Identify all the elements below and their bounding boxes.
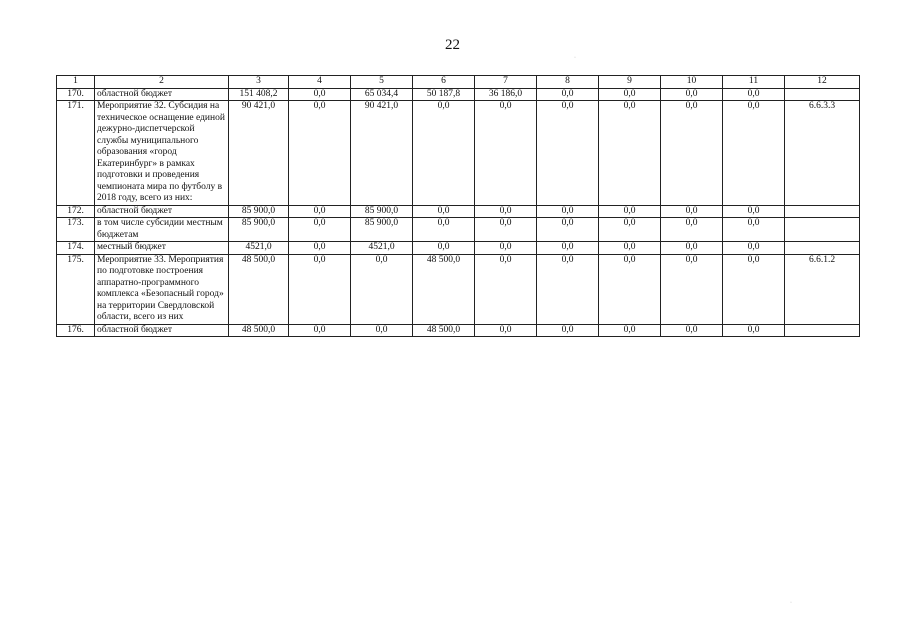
row-number-cell: 173. bbox=[57, 218, 95, 242]
value-cell: 0,0 bbox=[413, 101, 475, 206]
value-cell: 0,0 bbox=[413, 242, 475, 255]
value-cell: 0,0 bbox=[661, 254, 723, 324]
value-cell: 0,0 bbox=[661, 205, 723, 218]
value-cell: 0,0 bbox=[289, 324, 351, 337]
value-cell: 0,0 bbox=[537, 324, 599, 337]
value-cell: 0,0 bbox=[723, 88, 785, 101]
value-cell: 0,0 bbox=[599, 205, 661, 218]
target-code-cell bbox=[785, 242, 860, 255]
header-cell: 8 bbox=[537, 76, 599, 89]
value-cell: 0,0 bbox=[537, 88, 599, 101]
value-cell: 90 421,0 bbox=[351, 101, 413, 206]
target-code-cell bbox=[785, 218, 860, 242]
value-cell: 0,0 bbox=[351, 324, 413, 337]
value-cell: 48 500,0 bbox=[229, 254, 289, 324]
value-cell: 0,0 bbox=[599, 242, 661, 255]
value-cell: 0,0 bbox=[661, 242, 723, 255]
value-cell: 0,0 bbox=[661, 218, 723, 242]
header-cell: 12 bbox=[785, 76, 860, 89]
value-cell: 0,0 bbox=[475, 218, 537, 242]
value-cell: 48 500,0 bbox=[413, 254, 475, 324]
target-code-cell bbox=[785, 205, 860, 218]
value-cell: 0,0 bbox=[537, 218, 599, 242]
value-cell: 0,0 bbox=[599, 324, 661, 337]
budget-table-body bbox=[57, 76, 860, 337]
value-cell: 90 421,0 bbox=[229, 101, 289, 206]
value-cell: 151 408,2 bbox=[229, 88, 289, 101]
value-cell: 85 900,0 bbox=[229, 218, 289, 242]
header-cell: 4 bbox=[289, 76, 351, 89]
table-row bbox=[57, 218, 860, 242]
value-cell: 48 500,0 bbox=[229, 324, 289, 337]
row-number-cell: 172. bbox=[57, 205, 95, 218]
value-cell: 0,0 bbox=[537, 242, 599, 255]
value-cell: 0,0 bbox=[661, 101, 723, 206]
row-name-cell: Мероприятие 33. Мероприятия по подготовке построения аппаратно-программного комплекса «Безопасный город» на территории Свердловской области, всего из них bbox=[95, 254, 229, 324]
value-cell: 0,0 bbox=[475, 324, 537, 337]
row-number-cell: 170. bbox=[57, 88, 95, 101]
row-name-cell: местный бюджет bbox=[95, 242, 229, 255]
table-row bbox=[57, 88, 860, 101]
header-cell: 5 bbox=[351, 76, 413, 89]
row-number-cell: 176. bbox=[57, 324, 95, 337]
value-cell: 0,0 bbox=[537, 101, 599, 206]
value-cell: 0,0 bbox=[723, 242, 785, 255]
row-number-cell: 174. bbox=[57, 242, 95, 255]
value-cell: 85 900,0 bbox=[351, 205, 413, 218]
header-cell: 6 bbox=[413, 76, 475, 89]
value-cell: 0,0 bbox=[475, 205, 537, 218]
target-code-cell bbox=[785, 324, 860, 337]
value-cell: 0,0 bbox=[723, 101, 785, 206]
value-cell: 0,0 bbox=[661, 324, 723, 337]
row-name-cell: в том числе субсидии местным бюджетам bbox=[95, 218, 229, 242]
value-cell: 65 034,4 bbox=[351, 88, 413, 101]
table-row bbox=[57, 324, 860, 337]
value-cell: 0,0 bbox=[289, 254, 351, 324]
header-cell: 9 bbox=[599, 76, 661, 89]
value-cell: 48 500,0 bbox=[413, 324, 475, 337]
value-cell: 0,0 bbox=[289, 218, 351, 242]
row-number-cell: 171. bbox=[57, 101, 95, 206]
value-cell: 0,0 bbox=[413, 218, 475, 242]
row-name-cell: областной бюджет bbox=[95, 88, 229, 101]
header-cell: 1 bbox=[57, 76, 95, 89]
target-code-cell: 6.6.1.2 bbox=[785, 254, 860, 324]
value-cell: 4521,0 bbox=[351, 242, 413, 255]
value-cell: 50 187,8 bbox=[413, 88, 475, 101]
value-cell: 0,0 bbox=[599, 218, 661, 242]
value-cell: 4521,0 bbox=[229, 242, 289, 255]
scan-dot: · bbox=[790, 600, 792, 606]
value-cell: 85 900,0 bbox=[229, 205, 289, 218]
value-cell: 0,0 bbox=[475, 101, 537, 206]
table-row bbox=[57, 205, 860, 218]
value-cell: 0,0 bbox=[475, 242, 537, 255]
value-cell: 0,0 bbox=[537, 205, 599, 218]
value-cell: 0,0 bbox=[351, 254, 413, 324]
value-cell: 0,0 bbox=[599, 88, 661, 101]
value-cell: 0,0 bbox=[723, 205, 785, 218]
value-cell: 0,0 bbox=[537, 254, 599, 324]
header-cell: 11 bbox=[723, 76, 785, 89]
value-cell: 0,0 bbox=[599, 101, 661, 206]
value-cell: 0,0 bbox=[289, 101, 351, 206]
row-name-cell: Мероприятие 32. Субсидия на техническое оснащение единой дежурно-диспетчерской службы муниципального образования «город Екатеринбург» в рамках подготовки и проведения чемпионата мира по футболу в 2018 году, всего из них: bbox=[95, 101, 229, 206]
table-row bbox=[57, 101, 860, 206]
table-row bbox=[57, 254, 860, 324]
row-number-cell: 175. bbox=[57, 254, 95, 324]
value-cell: 0,0 bbox=[413, 205, 475, 218]
value-cell: 0,0 bbox=[475, 254, 537, 324]
value-cell: 0,0 bbox=[599, 254, 661, 324]
header-cell: 7 bbox=[475, 76, 537, 89]
value-cell: 0,0 bbox=[723, 218, 785, 242]
table-header-row bbox=[57, 76, 860, 89]
header-cell: 2 bbox=[95, 76, 229, 89]
value-cell: 0,0 bbox=[289, 242, 351, 255]
target-code-cell bbox=[785, 88, 860, 101]
value-cell: 36 186,0 bbox=[475, 88, 537, 101]
value-cell: 0,0 bbox=[723, 324, 785, 337]
table-row bbox=[57, 242, 860, 255]
budget-table bbox=[56, 75, 860, 337]
row-name-cell: областной бюджет bbox=[95, 205, 229, 218]
value-cell: 0,0 bbox=[661, 88, 723, 101]
value-cell: 85 900,0 bbox=[351, 218, 413, 242]
row-name-cell: областной бюджет bbox=[95, 324, 229, 337]
header-cell: 10 bbox=[661, 76, 723, 89]
value-cell: 0,0 bbox=[723, 254, 785, 324]
header-cell: 3 bbox=[229, 76, 289, 89]
page-number: 22 bbox=[445, 37, 460, 53]
value-cell: 0,0 bbox=[289, 88, 351, 101]
scan-dot: · bbox=[574, 55, 576, 61]
target-code-cell: 6.6.3.3 bbox=[785, 101, 860, 206]
value-cell: 0,0 bbox=[289, 205, 351, 218]
